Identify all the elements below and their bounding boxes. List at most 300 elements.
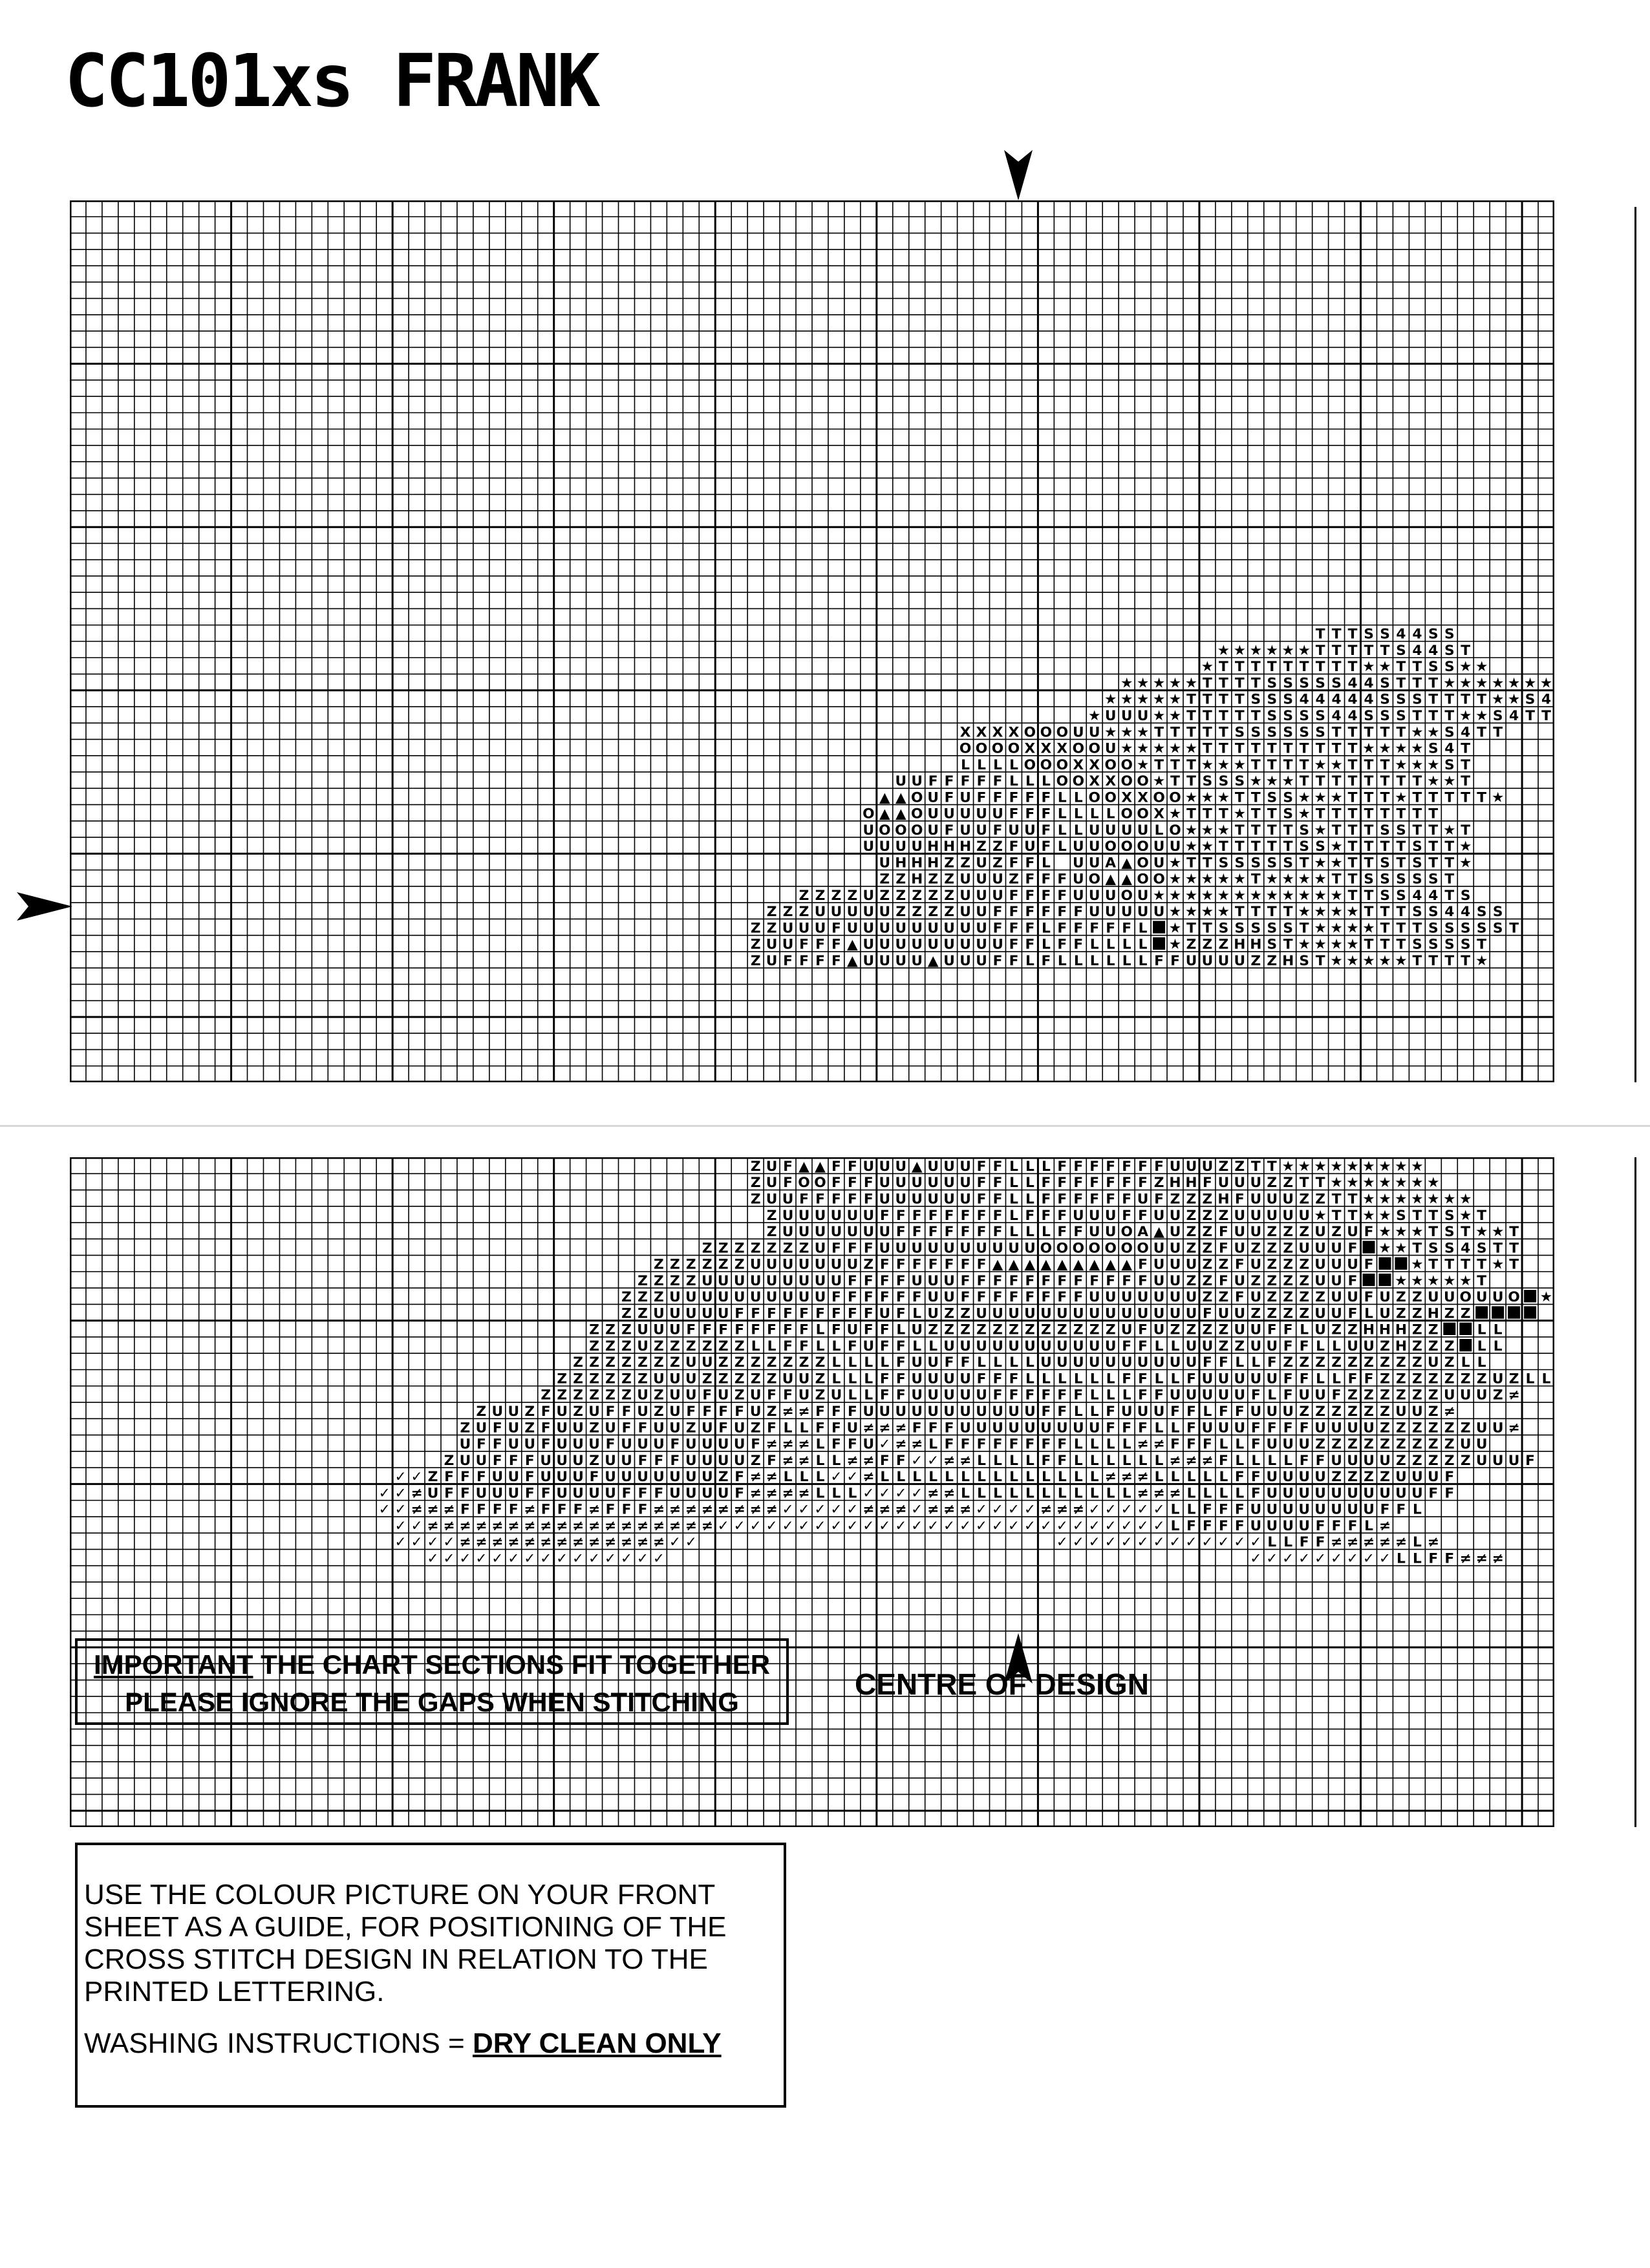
stitch-symbol: U: [766, 1159, 778, 1175]
stitch-symbol: F: [1009, 1436, 1019, 1453]
stitch-symbol: Z: [815, 1387, 826, 1404]
stitch-symbol: Z: [1331, 1224, 1342, 1240]
stitch-symbol: F: [895, 1338, 906, 1354]
stitch-symbol: ✓: [1137, 1534, 1149, 1551]
stitch-symbol: ≠: [862, 1469, 875, 1486]
stitch-symbol: T: [1364, 806, 1374, 822]
stitch-symbol: Z: [1283, 1224, 1294, 1240]
stitch-symbol: F: [992, 1224, 1003, 1240]
stitch-symbol: ≠: [475, 1517, 488, 1534]
stitch-symbol: Z: [1412, 1436, 1422, 1453]
stitch-symbol: 4: [1461, 1240, 1471, 1257]
stitch-symbol: S: [1218, 920, 1229, 937]
stitch-symbol: U: [959, 904, 971, 921]
stitch-symbol: ★: [1395, 756, 1408, 773]
stitch-symbol: F: [976, 1191, 987, 1208]
stitch-symbol: Z: [638, 1371, 648, 1387]
stitch-symbol: ≠: [459, 1534, 471, 1551]
stitch-symbol: [1443, 1323, 1455, 1335]
stitch-symbol: F: [1009, 789, 1019, 806]
stitch-symbol: Z: [766, 1371, 777, 1387]
stitch-symbol: F: [799, 1191, 809, 1208]
stitch-symbol: T: [1364, 822, 1374, 839]
stitch-symbol: ✓: [1040, 1517, 1052, 1534]
stitch-symbol: T: [1364, 904, 1374, 921]
stitch-symbol: F: [1025, 920, 1035, 937]
stitch-symbol: Z: [1170, 1321, 1181, 1338]
stitch-symbol: F: [734, 1305, 745, 1322]
stitch-symbol: U: [1088, 724, 1100, 741]
stitch-symbol: ★: [1427, 773, 1440, 789]
stitch-symbol: Z: [573, 1404, 583, 1420]
stitch-symbol: Z: [589, 1452, 599, 1469]
stitch-symbol: U: [782, 1224, 794, 1240]
stitch-symbol: U: [927, 822, 939, 839]
stitch-symbol: U: [1331, 1305, 1342, 1322]
stitch-symbol: U: [701, 1469, 713, 1486]
stitch-symbol: Z: [766, 1354, 777, 1371]
stitch-symbol: L: [831, 1371, 841, 1387]
stitch-symbol: F: [944, 822, 954, 839]
stitch-symbol: U: [943, 1387, 955, 1404]
stitch-symbol: ★: [1184, 887, 1198, 904]
stitch-symbol: L: [1106, 1371, 1115, 1387]
stitch-symbol: ≠: [1137, 1436, 1149, 1453]
stitch-symbol: T: [1477, 724, 1487, 741]
stitch-symbol: L: [1009, 1485, 1018, 1502]
stitch-symbol: Z: [718, 1256, 729, 1273]
guide-line-1: USE THE COLOUR PICTURE ON YOUR FRONT: [84, 1879, 716, 1910]
stitch-symbol: L: [1073, 822, 1083, 839]
stitch-symbol: U: [1072, 1338, 1084, 1354]
stitch-symbol: F: [734, 1404, 745, 1420]
stitch-symbol: U: [1169, 1305, 1181, 1322]
stitch-symbol: U: [508, 1485, 520, 1502]
stitch-symbol: Z: [1428, 1404, 1439, 1420]
stitch-symbol: ★: [1378, 1159, 1391, 1175]
stitch-symbol: T: [1203, 920, 1212, 937]
stitch-symbol: F: [1396, 1501, 1406, 1518]
stitch-symbol: T: [1250, 1159, 1261, 1175]
stitch-symbol: U: [653, 1420, 665, 1437]
stitch-symbol: ≠: [959, 1452, 972, 1469]
stitch-symbol: F: [1250, 1469, 1261, 1486]
stitch-symbol: F: [1025, 806, 1035, 822]
stitch-symbol: S: [1380, 871, 1390, 888]
stitch-symbol: U: [1137, 904, 1149, 921]
stitch-symbol: U: [1443, 1289, 1455, 1306]
stitch-symbol: ✓: [717, 1517, 729, 1534]
stitch-symbol: L: [993, 1452, 1002, 1469]
stitch-symbol: ✓: [846, 1501, 859, 1518]
stitch-symbol: ✓: [411, 1534, 423, 1551]
stitch-symbol: U: [992, 806, 1003, 822]
stitch-symbol: ★: [1459, 1272, 1472, 1289]
stitch-symbol: Z: [1380, 1387, 1390, 1404]
stitch-symbol: U: [959, 1191, 971, 1208]
stitch-symbol: L: [864, 1354, 873, 1371]
stitch-symbol: ≠: [1331, 1534, 1343, 1551]
stitch-symbol: ★: [1184, 904, 1198, 921]
stitch-symbol: L: [1186, 1469, 1196, 1486]
stitch-symbol: ✓: [1088, 1534, 1100, 1551]
stitch-symbol: U: [959, 936, 971, 953]
stitch-symbol: ★: [1298, 1159, 1311, 1175]
stitch-symbol: ★: [1184, 789, 1198, 806]
stitch-symbol: T: [1186, 756, 1196, 773]
stitch-symbol: U: [605, 1469, 616, 1486]
stitch-symbol: ★: [1217, 887, 1230, 904]
stitch-symbol: F: [605, 1404, 616, 1420]
stitch-symbol: X: [1008, 724, 1020, 741]
stitch-symbol: ★: [1217, 904, 1230, 921]
stitch-symbol: ★: [1168, 871, 1182, 888]
stitch-symbol: L: [1122, 1485, 1131, 1502]
stitch-symbol: U: [879, 920, 891, 937]
stitch-symbol: U: [911, 1240, 923, 1257]
stitch-symbol: T: [1412, 806, 1422, 822]
stitch-symbol: F: [1364, 1224, 1374, 1240]
stitch-symbol: S: [1218, 855, 1229, 872]
stitch-symbol: F: [1154, 1387, 1164, 1404]
stitch-symbol: ✓: [830, 1517, 842, 1534]
stitch-symbol: F: [992, 773, 1003, 789]
stitch-symbol: L: [1009, 773, 1018, 789]
stitch-symbol: U: [766, 952, 778, 969]
stitch-symbol: U: [1347, 1338, 1358, 1354]
stitch-symbol: Z: [1460, 1371, 1471, 1387]
stitch-symbol: L: [1057, 822, 1067, 839]
stitch-symbol: ≠: [540, 1534, 552, 1551]
stitch-symbol: ★: [1298, 643, 1311, 659]
stitch-symbol: ★: [1104, 724, 1117, 741]
stitch-symbol: Z: [1396, 1305, 1406, 1322]
stitch-symbol: L: [1154, 1338, 1164, 1354]
stitch-symbol: U: [717, 1305, 729, 1322]
stitch-symbol: O: [1088, 871, 1100, 888]
stitch-symbol: U: [1475, 1289, 1488, 1306]
stitch-symbol: U: [927, 806, 939, 822]
stitch-symbol: ★: [1378, 952, 1391, 969]
stitch-symbol: Z: [1299, 1256, 1310, 1273]
stitch-symbol: U: [1153, 1256, 1165, 1273]
stitch-symbol: ✓: [1023, 1517, 1036, 1534]
stitch-symbol: F: [1138, 1338, 1148, 1354]
stitch-symbol: F: [1299, 1420, 1309, 1437]
stitch-symbol: ≠: [1056, 1501, 1068, 1518]
stitch-symbol: F: [976, 1175, 987, 1192]
stitch-symbol: T: [1444, 691, 1455, 708]
stitch-symbol: U: [669, 1289, 681, 1306]
stitch-symbol: F: [831, 920, 841, 937]
stitch-symbol: U: [1088, 839, 1100, 855]
stitch-symbol: T: [1186, 855, 1196, 872]
stitch-symbol: F: [1299, 1371, 1309, 1387]
stitch-symbol: F: [1041, 1452, 1051, 1469]
stitch-symbol: ★: [1184, 675, 1198, 692]
stitch-symbol: Z: [557, 1371, 568, 1387]
stitch-symbol: ✓: [975, 1517, 988, 1534]
stitch-symbol: U: [749, 1289, 762, 1306]
stitch-symbol: U: [1153, 1321, 1165, 1338]
stitch-symbol: O: [1120, 806, 1133, 822]
stitch-symbol: T: [1428, 675, 1439, 692]
stitch-symbol: F: [783, 1305, 793, 1322]
stitch-symbol: F: [992, 904, 1003, 921]
stitch-symbol: T: [1331, 1191, 1342, 1208]
stitch-symbol: H: [1169, 1175, 1181, 1192]
stitch-symbol: O: [1104, 756, 1117, 773]
stitch-symbol: F: [944, 1436, 954, 1453]
stitch-symbol: ▲: [927, 952, 939, 969]
stitch-symbol: F: [1331, 1517, 1342, 1534]
stitch-symbol: O: [991, 740, 1004, 757]
stitch-symbol: F: [1025, 871, 1035, 888]
stitch-symbol: T: [1331, 740, 1342, 757]
stitch-symbol: U: [653, 1371, 665, 1387]
stitch-symbol: F: [1009, 920, 1019, 937]
stitch-symbol: F: [944, 1256, 954, 1273]
stitch-symbol: F: [1106, 920, 1116, 937]
stitch-symbol: ★: [1265, 643, 1279, 659]
stitch-symbol: T: [1396, 855, 1406, 872]
stitch-symbol: U: [1040, 1305, 1052, 1322]
stitch-symbol: Z: [1283, 1272, 1294, 1289]
stitch-symbol: Z: [750, 1371, 761, 1387]
stitch-symbol: U: [814, 920, 826, 937]
stitch-symbol: U: [1072, 724, 1084, 741]
stitch-symbol: F: [1234, 1517, 1245, 1534]
stitch-symbol: F: [1364, 1256, 1374, 1273]
stitch-symbol: F: [1073, 936, 1084, 953]
stitch-symbol: Z: [1218, 1338, 1229, 1354]
stitch-symbol: ★: [1314, 936, 1327, 953]
stitch-symbol: U: [1185, 1305, 1197, 1322]
stitch-symbol: U: [621, 1452, 632, 1469]
stitch-symbol: U: [1331, 1289, 1342, 1306]
stitch-symbol: L: [767, 1338, 777, 1354]
stitch-symbol: Z: [1460, 1305, 1471, 1322]
stitch-symbol: U: [1137, 1305, 1149, 1322]
stitch-symbol: L: [1122, 952, 1131, 969]
stitch-symbol: ★: [1427, 1191, 1440, 1208]
stitch-symbol: F: [1138, 1371, 1148, 1387]
stitch-symbol: T: [1347, 1191, 1358, 1208]
stitch-symbol: Z: [718, 1240, 729, 1257]
stitch-symbol: S: [1428, 936, 1439, 953]
stitch-symbol: ≠: [798, 1452, 810, 1469]
stitch-symbol: F: [1299, 1534, 1309, 1551]
stitch-symbol: S: [1476, 904, 1487, 921]
stitch-symbol: ≠: [652, 1517, 665, 1534]
stitch-symbol: ★: [1362, 740, 1375, 757]
stitch-symbol: ✓: [636, 1550, 649, 1567]
stitch-symbol: O: [1104, 839, 1117, 855]
stitch-symbol: ★: [1168, 806, 1182, 822]
stitch-symbol: U: [1185, 952, 1197, 969]
stitch-symbol: U: [1072, 1305, 1084, 1322]
stitch-symbol: T: [1283, 904, 1293, 921]
stitch-symbol: U: [733, 1436, 745, 1453]
stitch-symbol: Z: [750, 1354, 761, 1371]
stitch-symbol: U: [1201, 1338, 1214, 1354]
stitch-symbol: U: [879, 1404, 891, 1420]
stitch-symbol: L: [1025, 1175, 1034, 1192]
stitch-symbol: ≠: [798, 1404, 810, 1420]
stitch-symbol: ★: [1459, 708, 1472, 724]
stitch-symbol: H: [1362, 1321, 1375, 1338]
stitch-symbol: U: [1234, 1207, 1246, 1224]
stitch-symbol: ▲: [847, 952, 858, 969]
stitch-symbol: T: [1267, 839, 1277, 855]
stitch-symbol: 4: [1347, 708, 1358, 724]
stitch-symbol: T: [1250, 789, 1261, 806]
stitch-symbol: T: [1428, 789, 1439, 806]
stitch-symbol: ▲: [992, 1256, 1003, 1273]
stitch-symbol: T: [1412, 789, 1422, 806]
stitch-symbol: Z: [1444, 1305, 1455, 1322]
stitch-symbol: ✓: [1250, 1534, 1262, 1551]
stitch-symbol: T: [1347, 773, 1358, 789]
stitch-symbol: U: [1250, 1517, 1262, 1534]
stitch-symbol: T: [1428, 708, 1439, 724]
stitch-symbol: Z: [638, 1289, 648, 1306]
stitch-symbol: L: [799, 1469, 809, 1486]
stitch-symbol: S: [1267, 675, 1278, 692]
stitch-symbol: T: [1250, 675, 1261, 692]
stitch-symbol: F: [944, 1207, 954, 1224]
stitch-symbol: U: [1298, 1387, 1311, 1404]
stitch-symbol: ✓: [927, 1517, 939, 1534]
stitch-symbol: F: [1041, 1191, 1051, 1208]
stitch-symbol: T: [1477, 1272, 1487, 1289]
stitch-symbol: F: [1041, 789, 1051, 806]
stitch-symbol: ✓: [879, 1517, 891, 1534]
stitch-symbol: Z: [589, 1321, 599, 1338]
stitch-symbol: F: [1331, 1387, 1342, 1404]
stitch-symbol: T: [1315, 952, 1325, 969]
stitch-symbol: U: [637, 1404, 648, 1420]
stitch-symbol: L: [896, 1321, 906, 1338]
stitch-symbol: U: [1120, 822, 1133, 839]
stitch-symbol: ★: [1217, 822, 1230, 839]
stitch-symbol: U: [1185, 1289, 1197, 1306]
stitch-symbol: F: [976, 1436, 987, 1453]
stitch-symbol: U: [927, 1387, 939, 1404]
stitch-symbol: F: [976, 773, 987, 789]
stitch-symbol: Z: [1396, 1420, 1406, 1437]
stitch-symbol: T: [1267, 740, 1277, 757]
stitch-symbol: U: [717, 1272, 729, 1289]
stitch-symbol: O: [1120, 1240, 1133, 1257]
stitch-symbol: S: [1396, 691, 1406, 708]
stitch-symbol: Z: [1347, 1436, 1358, 1453]
stitch-symbol: ★: [1217, 643, 1230, 659]
stitch-symbol: ★: [1411, 740, 1424, 757]
stitch-symbol: Z: [589, 1387, 599, 1404]
stitch-symbol: T: [1219, 708, 1228, 724]
stitch-symbol: Z: [1412, 1387, 1422, 1404]
stitch-symbol: ✓: [1007, 1501, 1020, 1518]
stitch-symbol: Z: [621, 1338, 632, 1354]
stitch-symbol: U: [830, 1387, 842, 1404]
stitch-symbol: F: [686, 1404, 696, 1420]
stitch-symbol: Z: [782, 904, 793, 921]
stitch-symbol: F: [928, 1224, 938, 1240]
stitch-symbol: F: [992, 1272, 1003, 1289]
stitch-symbol: L: [831, 1338, 841, 1354]
stitch-symbol: ✓: [475, 1550, 488, 1567]
stitch-symbol: F: [960, 1207, 970, 1224]
stitch-symbol: U: [1153, 904, 1165, 921]
stitch-symbol: F: [1234, 1469, 1245, 1486]
stitch-symbol: ✓: [1007, 1517, 1020, 1534]
stitch-symbol: ★: [1330, 1159, 1343, 1175]
stitch-symbol: F: [831, 1321, 841, 1338]
stitch-symbol: U: [911, 920, 923, 937]
stitch-symbol: ≠: [766, 1501, 778, 1518]
stitch-symbol: U: [1411, 1485, 1423, 1502]
stitch-symbol: T: [1203, 675, 1212, 692]
stitch-symbol: ✓: [411, 1517, 423, 1534]
stitch-symbol: F: [976, 1224, 987, 1240]
stitch-symbol: ★: [1233, 806, 1247, 822]
stitch-symbol: U: [976, 1240, 987, 1257]
stitch-symbol: ≠: [1120, 1469, 1133, 1486]
stitch-symbol: U: [685, 1436, 697, 1453]
stitch-symbol: X: [1040, 740, 1052, 757]
stitch-symbol: F: [1186, 1371, 1196, 1387]
stitch-symbol: U: [1282, 1436, 1294, 1453]
stitch-symbol: U: [1056, 1420, 1068, 1437]
stitch-symbol: U: [976, 920, 987, 937]
stitch-symbol: T: [1461, 1224, 1471, 1240]
stitch-symbol: Z: [638, 1354, 648, 1371]
stitch-symbol: U: [1088, 822, 1100, 839]
stitch-symbol: L: [1267, 1534, 1277, 1551]
stitch-symbol: ★: [1168, 887, 1182, 904]
stitch-symbol: ★: [1475, 952, 1488, 969]
stitch-symbol: U: [992, 1404, 1003, 1420]
stitch-symbol: O: [1040, 756, 1053, 773]
stitch-symbol: F: [1073, 1289, 1084, 1306]
stitch-symbol: ✓: [411, 1469, 423, 1486]
stitch-symbol: U: [927, 1371, 939, 1387]
stitch-symbol: U: [637, 1387, 648, 1404]
stitch-symbol: F: [1444, 1550, 1455, 1567]
stitch-symbol: U: [798, 1256, 810, 1273]
stitch-symbol: U: [1314, 1224, 1326, 1240]
stitch-symbol: U: [1234, 1387, 1246, 1404]
stitch-symbol: Z: [1460, 1452, 1471, 1469]
stitch-symbol: F: [1364, 1371, 1374, 1387]
stitch-symbol: T: [1186, 724, 1196, 741]
stitch-symbol: Z: [1186, 1207, 1197, 1224]
stitch-symbol: F: [847, 1240, 857, 1257]
stitch-symbol: ★: [1217, 871, 1230, 888]
stitch-symbol: T: [1461, 756, 1471, 773]
stitch-symbol: U: [992, 1420, 1003, 1437]
stitch-symbol: F: [1444, 1469, 1455, 1486]
chart-grid-top: [70, 200, 1554, 1082]
stitch-symbol: U: [1153, 1354, 1165, 1371]
stitch-symbol: S: [1250, 920, 1261, 937]
stitch-symbol: U: [1363, 1485, 1375, 1502]
stitch-symbol: U: [943, 952, 955, 969]
stitch-symbol: ★: [1443, 822, 1456, 839]
stitch-symbol: U: [1072, 1354, 1084, 1371]
stitch-symbol: U: [895, 920, 907, 937]
